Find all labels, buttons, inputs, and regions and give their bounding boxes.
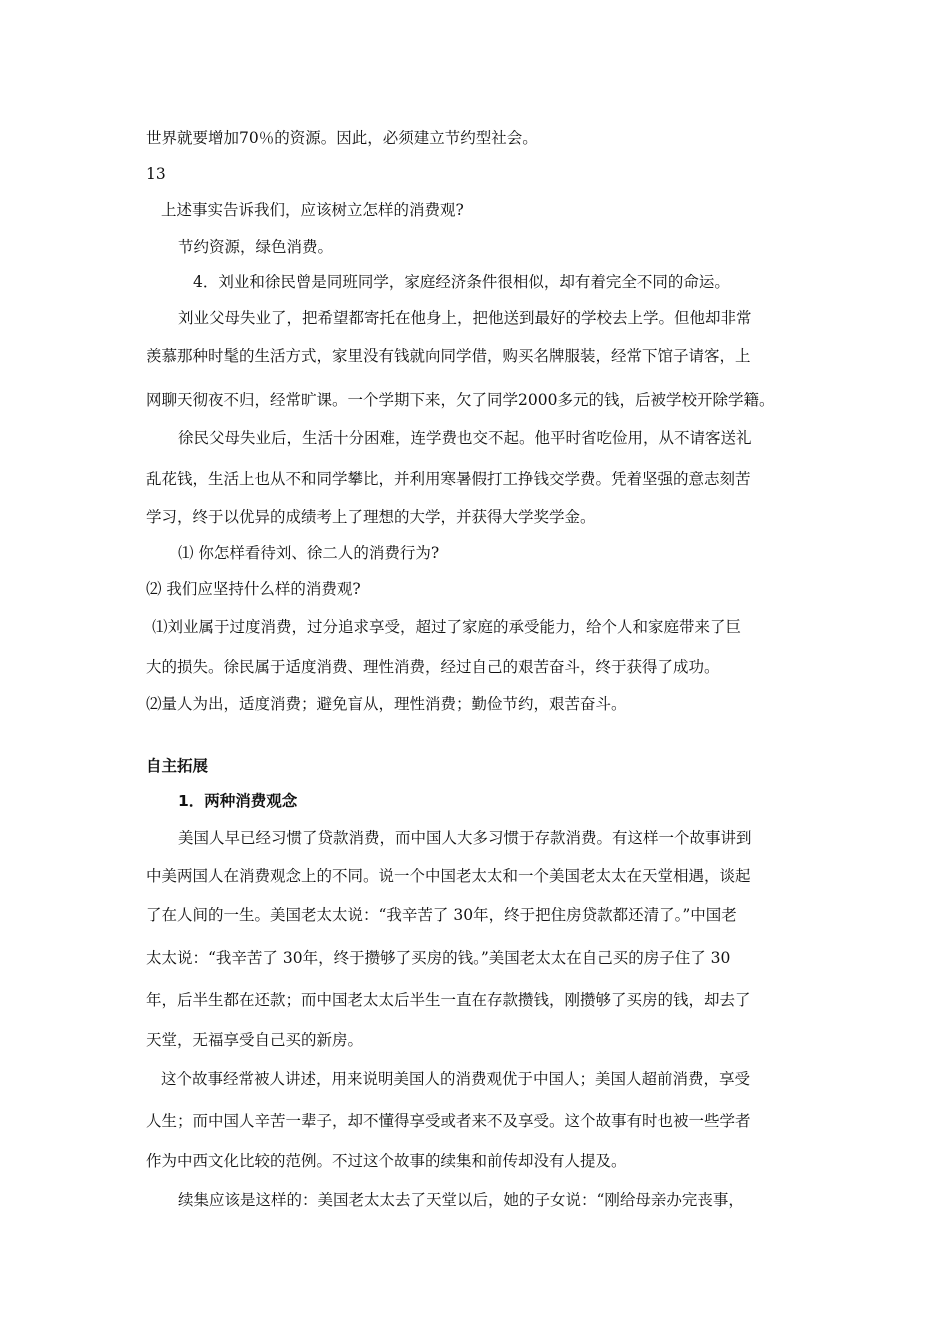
- paragraph-line: 乱花钱，生活上也从不和同学攀比，并利用寒暑假打工挣钱交学费。凭着坚强的意志刻苦: [146, 470, 751, 488]
- answer-line: ⑵量人为出，适度消费；避免盲从，理性消费；勤俭节约，艰苦奋斗。: [146, 695, 627, 713]
- paragraph-line: 作为中西文化比较的范例。不过这个故事的续集和前传却没有人提及。: [146, 1152, 627, 1170]
- paragraph-line: 年，后半生都在还款；而中国老太太后半生一直在存款攒钱，刚攒够了买房的钱，却去了: [146, 991, 751, 1009]
- paragraph-line: 续集应该是这样的：美国老太太去了天堂以后，她的子女说：“刚给母亲办完丧事，: [178, 1191, 744, 1209]
- paragraph-line: 这个故事经常被人讲述，用来说明美国人的消费观优于中国人；美国人超前消费，享受: [161, 1070, 751, 1088]
- text-line: 世界就要增加70％的资源。因此，必须建立节约型社会。: [146, 129, 538, 147]
- page-number: 13: [146, 165, 166, 183]
- paragraph-line: 徐民父母失业后，生活十分困难，连学费也交不起。他平时省吃俭用，从不请客送礼: [178, 429, 752, 447]
- paragraph-line: 美国人早已经习惯了贷款消费，而中国人大多习惯于存款消费。有这样一个故事讲到: [178, 829, 752, 847]
- paragraph-line: 人生；而中国人辛苦一辈子，却不懂得享受或者来不及享受。这个故事有时也被一些学者: [146, 1112, 751, 1130]
- paragraph-line: 天堂，无福享受自己买的新房。: [146, 1031, 364, 1049]
- answer-text: 节约资源，绿色消费。: [178, 238, 334, 256]
- question-heading: 4．刘业和徐民曾是同班同学，家庭经济条件很相似，却有着完全不同的命运。: [193, 273, 730, 291]
- paragraph-line: 中美两国人在消费观念上的不同。说一个中国老太太和一个美国老太太在天堂相遇，谈起: [146, 867, 751, 885]
- paragraph-line: 了在人间的一生。美国老太太说：“我辛苦了 30年，终于把住房贷款都还清了。”中国老: [146, 906, 737, 924]
- paragraph-line: 刘业父母失业了，把希望都寄托在他身上，把他送到最好的学校去上学。但他却非常: [178, 309, 752, 327]
- section-heading: 自主拓展: [146, 757, 209, 775]
- subsection-heading: 1．两种消费观念: [178, 792, 298, 810]
- sub-question: ⑴ 你怎样看待刘、徐二人的消费行为?: [178, 544, 440, 562]
- paragraph-line: 学习，终于以优异的成绩考上了理想的大学，并获得大学奖学金。: [146, 508, 596, 526]
- paragraph-line: 网聊天彻夜不归，经常旷课。一个学期下来，欠了同学2000多元的钱，后被学校开除学籍。: [146, 391, 775, 409]
- question-text: 上述事实告诉我们，应该树立怎样的消费观?: [161, 201, 464, 219]
- paragraph-line: 羡慕那种时髦的生活方式，家里没有钱就向同学借，购买名牌服装，经常下馆子请客，上: [146, 347, 751, 365]
- paragraph-line: 太太说：“我辛苦了 30年，终于攒够了买房的钱。”美国老太太在自己买的房子住了 30: [146, 949, 731, 967]
- answer-line: ⑴刘业属于过度消费，过分追求享受，超过了家庭的承受能力，给个人和家庭带来了巨: [152, 618, 742, 636]
- answer-line: 大的损失。徐民属于适度消费、理性消费，经过自己的艰苦奋斗，终于获得了成功。: [146, 658, 720, 676]
- sub-question: ⑵ 我们应坚持什么样的消费观?: [146, 580, 361, 598]
